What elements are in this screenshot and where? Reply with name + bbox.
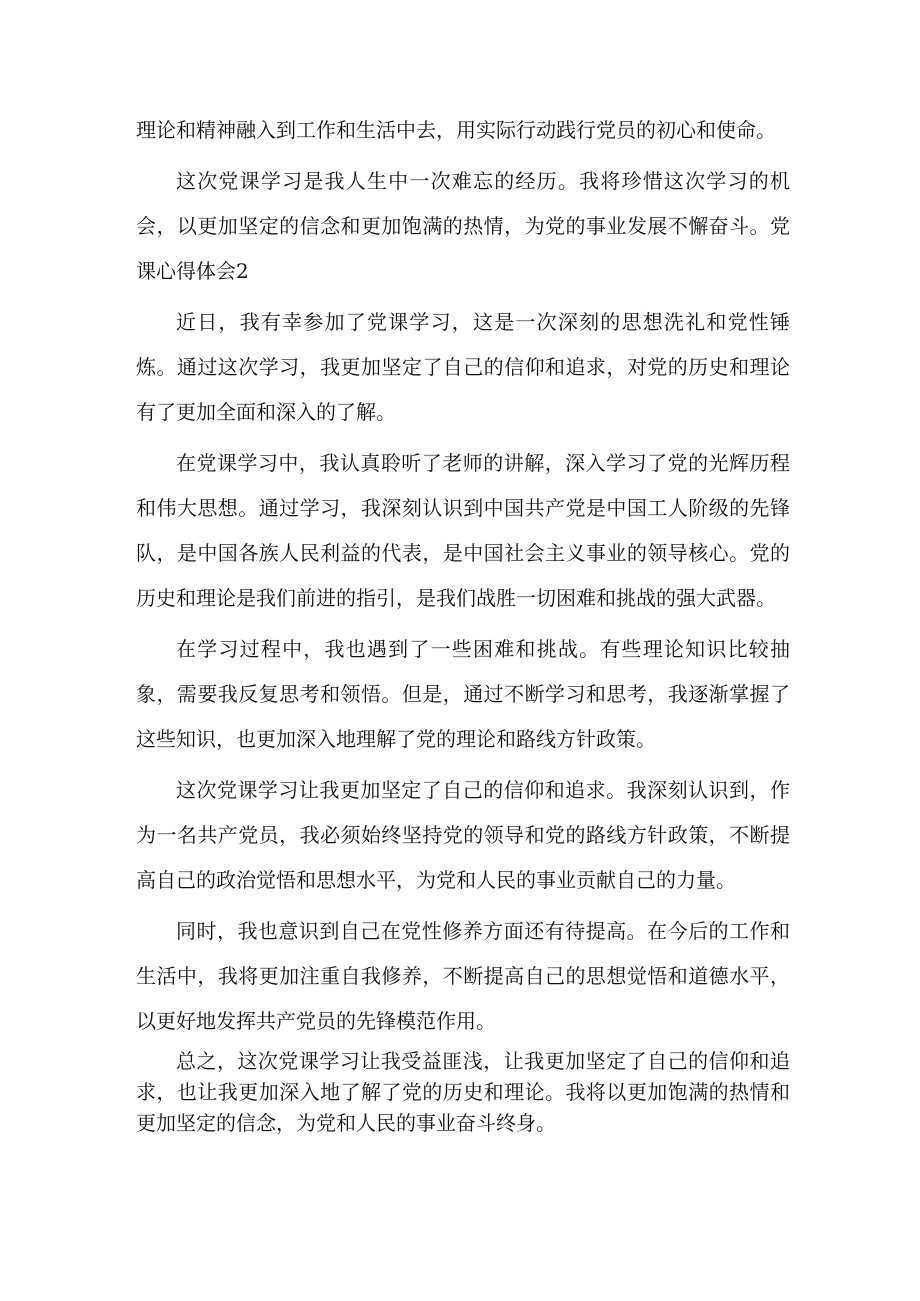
paragraph-2: 这次党课学习是我人生中一次难忘的经历。我将珍惜这次学习的机会，以更加坚定的信念和更加饱满的热情，为党的事业发展不懈奋斗。党课心得体会2 xyxy=(136,169,790,283)
paragraph-1: 理论和精神融入到工作和生活中去，用实际行动践行党员的初心和使命。 xyxy=(136,118,776,142)
paragraph-4: 在党课学习中，我认真聆听了老师的讲解，深入学习了党的光辉历程和伟大思想。通过学习，我深刻认识到中国共产党是中国工人阶级的先锋队，是中国各族人民利益的代表，是中国社会主义事业的领导核心。党的历史和理论是我们前进的指引，是我们战胜一切困难和挑战的强大武器。 xyxy=(136,451,790,610)
paragraph-6: 这次党课学习让我更加坚定了自己的信仰和追求。我深刻认识到，作为一名共产党员，我必须始终坚持党的领导和党的路线方针政策，不断提高自己的政治觉悟和思想水平，为党和人民的事业贡献自己的力量。 xyxy=(136,778,790,892)
paragraph-5: 在学习过程中，我也遇到了一些困难和挑战。有些理论知识比较抽象，需要我反复思考和领悟。但是，通过不断学习和思考，我逐渐掌握了这些知识，也更加深入地理解了党的理论和路线方针政策。 xyxy=(136,637,790,751)
paragraph-8: 总之，这次党课学习让我受益匪浅，让我更加坚定了自己的信仰和追求，也让我更加深入地了解了党的历史和理论。我将以更加饱满的热情和更加坚定的信念，为党和人民的事业奋斗终身。 xyxy=(136,1049,790,1135)
paragraph-7: 同时，我也意识到自己在党性修养方面还有待提高。在今后的工作和生活中，我将更加注重自我修养，不断提高自己的思想觉悟和道德水平，以更好地发挥共产党员的先锋模范作用。 xyxy=(136,919,790,1033)
document-body xyxy=(136,108,790,1145)
paragraph-3: 近日，我有幸参加了党课学习，这是一次深刻的思想洗礼和党性锤炼。通过这次学习，我更加坚定了自己的信仰和追求，对党的历史和理论有了更加全面和深入的了解。 xyxy=(136,310,790,424)
